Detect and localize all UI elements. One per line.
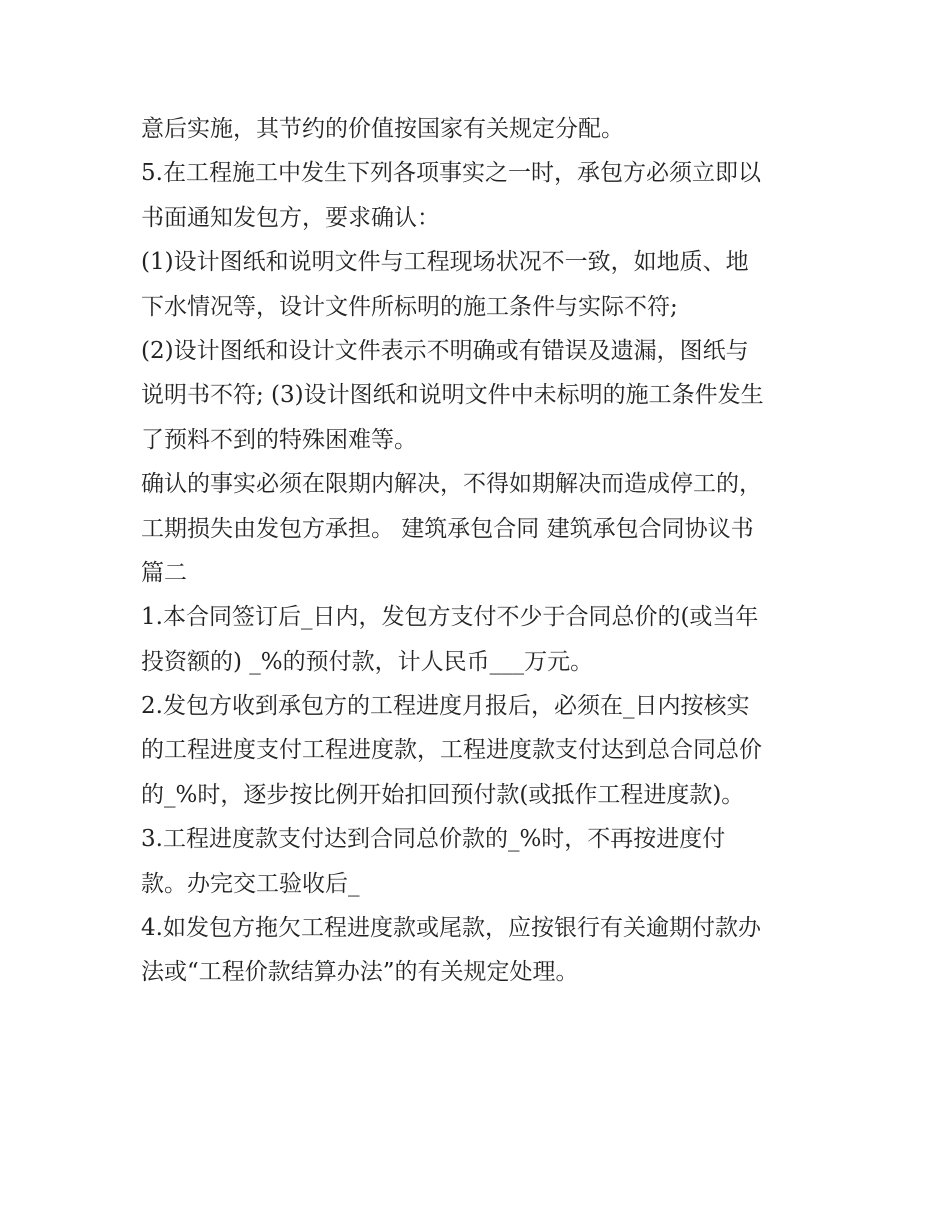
text-line: 确认的事实必须在限期内解决，不得如期解决而造成停工的， bbox=[141, 471, 762, 498]
text-line: 工期损失由发包方承担。 建筑承包合同 建筑承包合同协议书 bbox=[141, 515, 754, 542]
text-line: 4.如发包方拖欠工程进度款或尾款，应按银行有关逾期付款办 bbox=[141, 915, 761, 942]
text-line: 款。办完交工验收后_ bbox=[141, 870, 360, 897]
text-line: 1.本合同签订后_日内，发包方支付不少于合同总价的(或当年 bbox=[141, 604, 759, 631]
text-line: 说明书不符; (3)设计图纸和说明文件中未标明的施工条件发生 bbox=[141, 382, 764, 409]
text-line: 2.发包方收到承包方的工程进度月报后，必须在_日内按核实 bbox=[141, 693, 750, 720]
text-line: 3.工程进度款支付达到合同总价款的_%时，不再按进度付 bbox=[141, 826, 726, 853]
text-line: 篇二 bbox=[141, 559, 187, 586]
text-line: 的_%时，逐步按比例开始扣回预付款(或抵作工程进度款)。 bbox=[141, 781, 745, 808]
document-body bbox=[141, 107, 821, 995]
text-line: (2)设计图纸和设计文件表示不明确或有错误及遗漏，图纸与 bbox=[141, 337, 749, 364]
text-line: 投资额的) _%的预付款，计人民币___万元。 bbox=[141, 648, 594, 675]
text-line: 5.在工程施工中发生下列各项事实之一时，承包方必须立即以 bbox=[141, 160, 761, 187]
text-line: 了预料不到的特殊困难等。 bbox=[141, 426, 417, 453]
text-line: (1)设计图纸和说明文件与工程现场状况不一致，如地质、地 bbox=[141, 249, 749, 276]
text-line: 法或“工程价款结算办法”的有关规定处理。 bbox=[141, 959, 579, 986]
text-line: 的工程进度支付工程进度款，工程进度款支付达到总合同总价 bbox=[141, 737, 762, 764]
text-line: 下水情况等，设计文件所标明的施工条件与实际不符; bbox=[141, 293, 678, 320]
text-line: 书面通知发包方，要求确认： bbox=[141, 204, 440, 231]
text-line: 意后实施，其节约的价值按国家有关规定分配。 bbox=[141, 116, 624, 142]
